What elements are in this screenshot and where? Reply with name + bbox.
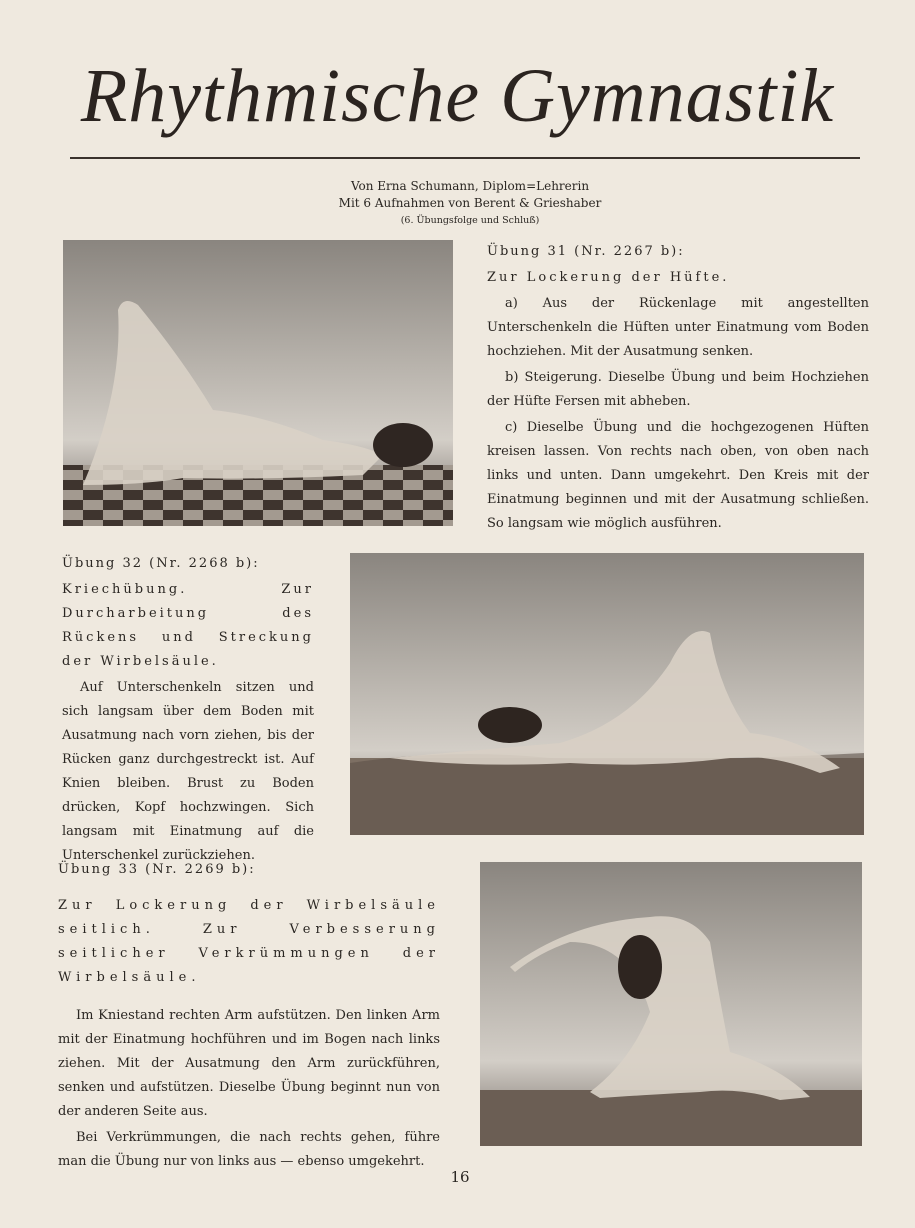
exercise-32-subtitle: Kriechübung. Zur Durcharbeitung des Rückens und Streckung der Wirbelsäule. — [62, 582, 314, 669]
exercise-32-heading: Übung 32 (Nr. 2268 b): — [62, 556, 260, 571]
exercise-32-body: Auf Unterschenkeln sitzen und sich langsam über dem Boden mit Ausatmung nach vorn ziehen, bis der Rücken ganz durchgestreckt ist. Auf Knien bleiben. Brust zu Boden drücken, Kopf hochzwingen. Sich langsam mit Einatmung auf die Unterschenkel zurückziehen. — [62, 680, 314, 863]
exercise-33-text — [58, 858, 440, 1176]
exercise-31-step-a: a) Aus der Rückenlage mit angestellten Unterschenkeln die Hüften unter Einatmung vom Boden hochziehen. Mit der Ausatmung senken. — [487, 296, 869, 359]
article-title: Rhythmische Gymnastik — [80, 54, 835, 138]
byline — [200, 178, 740, 229]
exercise-33-body-2: Bei Verkrümmungen, die nach rechts gehen, führe man die Übung nur von links aus — ebenso umgekehrt. — [58, 1130, 440, 1169]
byline-author: Von Erna Schumann, Diplom=Lehrerin — [350, 179, 590, 193]
exercise-33-heading: Übung 33 (Nr. 2269 b): — [58, 862, 256, 877]
exercise-31-text — [487, 240, 869, 538]
exercise-31-heading: Übung 31 (Nr. 2267 b): — [487, 244, 685, 259]
exercise-31-step-b: b) Steigerung. Dieselbe Übung und beim Hochziehen der Hüfte Fersen mit abheben. — [487, 370, 869, 409]
page-number: 16 — [450, 1168, 470, 1186]
byline-note: (6. Übungsfolge und Schluß) — [400, 215, 540, 226]
byline-photos: Mit 6 Aufnahmen von Berent & Grieshaber — [338, 196, 602, 210]
photo-exercise-32 — [350, 553, 864, 835]
exercise-31-subtitle: Zur Lockerung der Hüfte. — [487, 270, 730, 285]
title-underline — [70, 157, 860, 159]
exercise-32-text — [62, 552, 314, 870]
photo-exercise-33 — [480, 862, 862, 1146]
exercise-33-body: Im Kniestand rechten Arm aufstützen. Den linken Arm mit der Einatmung hochführen und im Bogen nach links ziehen. Mit der Ausatmung den Arm zurückführen, senken und aufstützen. Dieselbe Übung beginnt nun von der anderen Seite aus. — [58, 1008, 440, 1119]
exercise-33-subtitle: Zur Lockerung der Wirbelsäule seitlich. Zur Verbesserung seitlicher Verkrümmungen der Wirbelsäule. — [58, 898, 440, 985]
exercise-31-step-c: c) Dieselbe Übung und die hochgezogenen Hüften kreisen lassen. Von rechts nach oben, von oben nach links und unten. Dann umgekehrt. Den Kreis mit der Einatmung beginnen und mit der Ausatmung schließen. So langsam wie möglich ausführen. — [487, 420, 869, 531]
photo-exercise-31 — [63, 240, 453, 526]
